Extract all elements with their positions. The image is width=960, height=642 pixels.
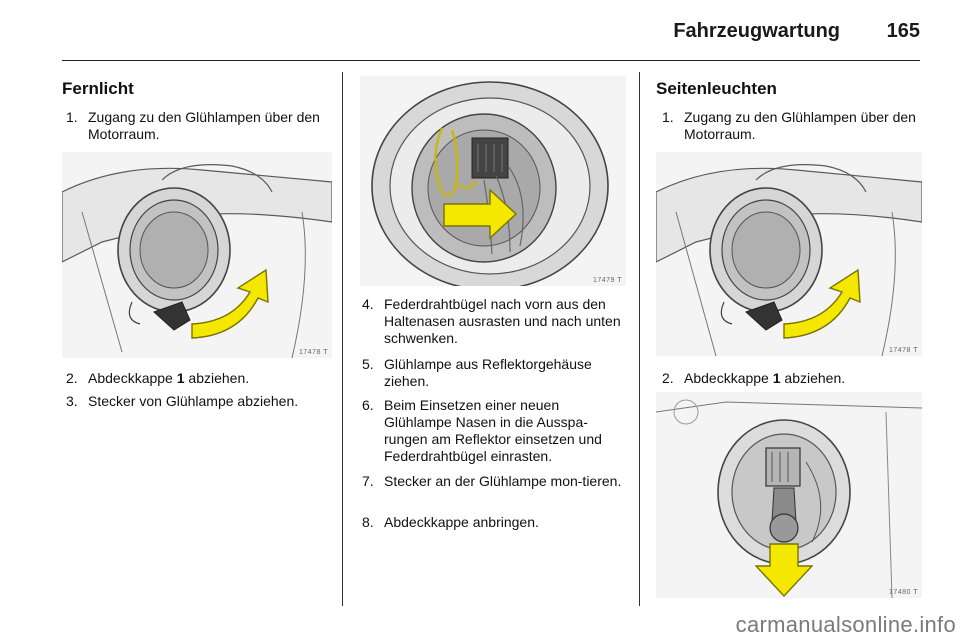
headlamp-cover-illustration [62,152,332,358]
left-step-3 [66,393,338,410]
step-text-post: abziehen. [780,370,846,386]
step-text-pre: Abdeckkappe [684,370,773,386]
step-number: 1. [66,109,78,125]
footer-watermark: carmanualsonline.info [735,612,956,637]
column-divider-left [342,72,343,606]
figure-code: 17479 T [592,277,622,284]
step-number: 7. [362,473,374,489]
step-text-post: abziehen. [184,370,250,386]
headlamp-cover-illustration [656,152,922,356]
figure-code: 17480 T [888,589,918,596]
step-text-bold: 1 [772,370,781,386]
section-title-seitenleuchten: Seitenleuchten [656,79,777,98]
middle-step-5 [362,356,628,390]
step-number: 2. [662,370,674,386]
figure-bulb-clip [360,76,626,286]
figure-code: 17478 T [298,349,328,356]
middle-step-6 [362,397,628,465]
header-divider [62,60,920,61]
left-step-2 [66,370,334,387]
page-header-title: Fahrzeugwartung [673,20,840,42]
figure-code: 17478 T [888,347,918,354]
step-text: Abdeckkappe anbringen. [384,514,539,530]
step-text: Glühlampe aus Reflektorgehäuse ziehen. [384,356,592,389]
section-title-fernlicht: Fernlicht [62,79,134,98]
figure-cover-removal-right [656,152,922,356]
step-number: 1. [662,109,674,125]
middle-step-7 [362,473,628,490]
step-text: Zugang zu den Glühlampen über den Motorraum. [88,109,320,142]
right-step-2 [662,370,924,387]
step-number: 2. [66,370,78,386]
step-text-pre: Abdeckkappe [88,370,177,386]
step-number: 8. [362,514,374,530]
page-number: 165 [886,20,920,42]
step-number: 4. [362,296,374,312]
step-text: Stecker an der Glühlampe mon-tieren. [384,473,622,489]
step-text-bold: 1 [176,370,185,386]
side-light-illustration [656,392,922,598]
reflector-bulb-illustration [360,76,626,286]
right-step-1 [662,109,924,143]
middle-step-4 [362,296,628,347]
left-step-1 [66,109,328,143]
step-text: Zugang zu den Glühlampen über den Motorraum. [684,109,916,142]
step-number: 3. [66,393,78,409]
figure-cover-removal-left [62,152,332,358]
figure-side-light-bulb [656,392,922,598]
step-number: 5. [362,356,374,372]
step-number: 6. [362,397,374,413]
column-divider-right [639,72,640,606]
step-text: Stecker von Glühlampe abziehen. [88,393,299,409]
middle-step-8 [362,514,628,531]
step-text: Federdrahtbügel nach vorn aus den Haltenasen ausrasten und nach unten schwenken. [384,296,621,346]
step-text: Beim Einsetzen einer neuen Glühlampe Nasen in die Ausspa-rungen am Reflektor einsetzen und Federdrahtbügel einrasten. [384,397,602,464]
